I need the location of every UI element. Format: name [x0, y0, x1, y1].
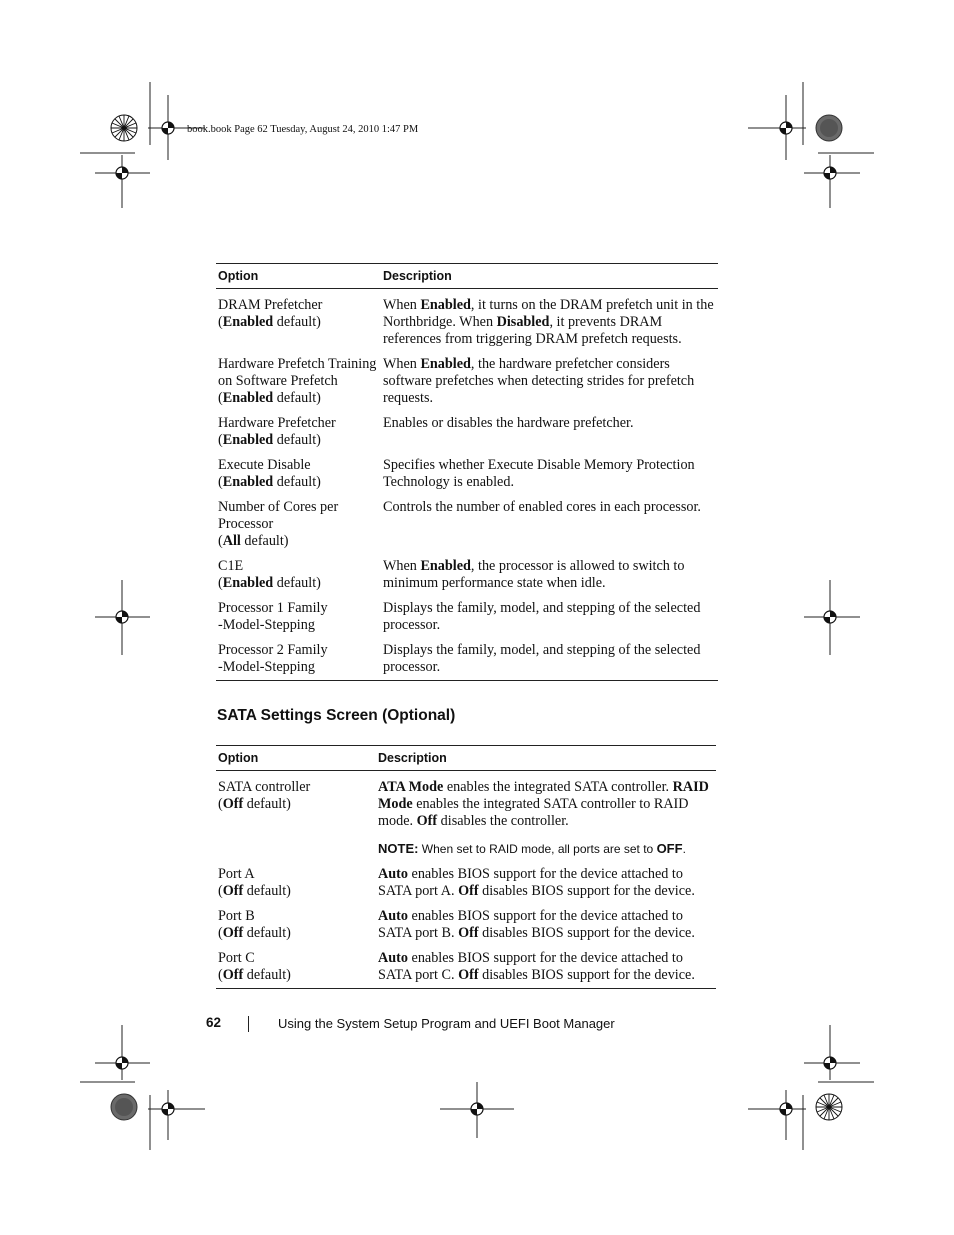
table-row — [216, 289, 718, 357]
description-cell — [381, 642, 718, 681]
section-title: SATA Settings Screen (Optional) — [217, 707, 456, 724]
text-run: disables BIOS support for the device. — [478, 925, 695, 941]
text-run: default) — [273, 432, 321, 448]
print-metadata: book.book Page 62 Tuesday, August 24, 2010 1:47 PM — [187, 124, 419, 135]
text-run: default) — [273, 314, 321, 330]
table-row — [216, 457, 718, 499]
text-run: default) — [273, 474, 321, 490]
option-cell — [216, 771, 376, 867]
text-run: Port B — [218, 908, 255, 924]
bold-text: Off — [416, 813, 438, 829]
bold-text: Enabled — [222, 314, 274, 330]
text-run: enables BIOS support for the device attached to SATA port C. — [378, 950, 683, 983]
text-run: , the processor is allowed to switch to minimum performance state when idle. — [383, 558, 685, 591]
bold-text: Auto — [378, 950, 408, 966]
option-cell — [216, 908, 376, 950]
text-run: ( — [218, 796, 223, 812]
text-run: default) — [243, 883, 291, 899]
bold-text: Off — [458, 967, 479, 983]
table-body — [216, 289, 718, 681]
text-run: enables the integrated SATA controller to RAID mode. — [378, 796, 689, 829]
option-cell — [216, 356, 381, 415]
table-row — [216, 558, 718, 600]
description-cell — [376, 771, 716, 867]
text-run: disables BIOS support for the device. — [478, 883, 695, 899]
text-run: ( — [218, 533, 223, 549]
table-header-row — [216, 264, 718, 289]
text-run: Hardware Prefetch Training on Software Prefetch — [218, 356, 377, 389]
option-cell — [216, 866, 376, 908]
text-run: , it prevents DRAM references from triggering DRAM prefetch requests. — [383, 314, 682, 347]
option-cell — [216, 499, 381, 558]
table-row — [216, 908, 716, 950]
text-run: Processor 2 Family — [218, 642, 328, 658]
processor-options-table — [216, 263, 718, 681]
table-body — [216, 771, 716, 989]
text-run: Displays the family, model, and stepping of the selected processor. — [383, 600, 701, 633]
text-run: Specifies whether Execute Disable Memory Protection Technology is enabled. — [383, 457, 695, 490]
note-text: When set to RAID mode, all ports are set to — [418, 842, 657, 856]
description-cell — [381, 457, 718, 499]
option-cell — [216, 558, 381, 600]
text-run: Hardware Prefetcher — [218, 415, 336, 431]
text-run: disables the controller. — [437, 813, 569, 829]
footer-divider — [248, 1016, 249, 1032]
text-run: , it turns on the DRAM prefetch unit in the Northbridge. When — [383, 297, 714, 330]
sata-options-table — [216, 745, 716, 989]
bold-text: Enabled — [222, 474, 274, 490]
table-row — [216, 499, 718, 558]
bold-text: Enabled — [420, 558, 471, 574]
bold-text: Enabled — [420, 356, 471, 372]
bold-text: Enabled — [222, 390, 274, 406]
text-run: Port C — [218, 950, 255, 966]
text-run: default) — [243, 796, 291, 812]
bold-text: Off — [458, 925, 479, 941]
text-run: ( — [218, 390, 223, 406]
bold-text: All — [222, 533, 241, 549]
table-row — [216, 642, 718, 681]
text-run: enables BIOS support for the device attached to SATA port B. — [378, 908, 683, 941]
table-row — [216, 415, 718, 457]
bold-text: Off — [222, 925, 244, 941]
bold-text: Enabled — [222, 432, 274, 448]
column-header-option: Option — [216, 264, 381, 289]
text-run: ( — [218, 883, 223, 899]
description-cell — [376, 866, 716, 908]
text-run: enables BIOS support for the device attached to SATA port A. — [378, 866, 683, 899]
text-run: default) — [243, 967, 291, 983]
bold-text: RAID Mode — [378, 779, 709, 812]
text-run: -Model-Stepping — [218, 617, 315, 633]
text-run: ( — [218, 314, 223, 330]
description-cell — [381, 600, 718, 642]
text-run: -Model-Stepping — [218, 659, 315, 675]
description-cell — [381, 415, 718, 457]
note-value: OFF — [656, 841, 683, 856]
note-end: . — [682, 842, 686, 856]
description-cell — [376, 908, 716, 950]
column-header-description: Description — [381, 264, 718, 289]
option-cell — [216, 642, 381, 681]
option-cell — [216, 600, 381, 642]
table-header-row — [216, 746, 716, 771]
bold-text: Auto — [378, 908, 408, 924]
text-run: Displays the family, model, and stepping of the selected processor. — [383, 642, 701, 675]
text-run: default) — [273, 390, 321, 406]
bold-text: Enabled — [222, 575, 274, 591]
text-run: DRAM Prefetcher — [218, 297, 323, 313]
text-run: When — [383, 297, 421, 313]
note-label: NOTE: — [378, 841, 419, 856]
text-run: Controls the number of enabled cores in each processor. — [383, 499, 701, 515]
text-run: Execute Disable — [218, 457, 311, 473]
text-run: default) — [240, 533, 289, 549]
option-cell — [216, 289, 381, 357]
text-run: enables the integrated SATA controller. — [443, 779, 673, 795]
text-run: default) — [273, 575, 321, 591]
description-cell — [376, 950, 716, 989]
text-run: ( — [218, 432, 223, 448]
text-run: ( — [218, 925, 223, 941]
description-cell — [381, 499, 718, 558]
bold-text: Off — [222, 796, 244, 812]
bold-text: Off — [458, 883, 479, 899]
text-run: Processor 1 Family — [218, 600, 328, 616]
note — [378, 840, 714, 858]
bold-text: Disabled — [496, 314, 550, 330]
text-run: Number of Cores per Processor — [218, 499, 339, 532]
running-footer: Using the System Setup Program and UEFI Boot Manager — [278, 1016, 615, 1031]
text-run: When — [383, 356, 421, 372]
text-run: ( — [218, 474, 223, 490]
bold-text: ATA Mode — [378, 779, 444, 795]
table-row — [216, 866, 716, 908]
bold-text: Auto — [378, 866, 408, 882]
column-header-option: Option — [216, 746, 376, 771]
text-run: disables BIOS support for the device. — [478, 967, 695, 983]
text-run: When — [383, 558, 421, 574]
table-row — [216, 600, 718, 642]
text-run: ( — [218, 575, 223, 591]
description-cell — [381, 289, 718, 357]
table-row — [216, 356, 718, 415]
table-row — [216, 771, 716, 867]
text-run: Enables or disables the hardware prefetcher. — [383, 415, 634, 431]
table-row — [216, 950, 716, 989]
description-cell — [381, 356, 718, 415]
text-run: , the hardware prefetcher considers software prefetches when detecting strides for prefetch requests. — [383, 356, 695, 406]
text-run: ( — [218, 967, 223, 983]
option-cell — [216, 415, 381, 457]
option-cell — [216, 950, 376, 989]
bold-text: Off — [222, 967, 244, 983]
option-cell — [216, 457, 381, 499]
column-header-description: Description — [376, 746, 716, 771]
text-run: Port A — [218, 866, 255, 882]
text-run: SATA controller — [218, 779, 311, 795]
text-run: default) — [243, 925, 291, 941]
page-number: 62 — [206, 1015, 222, 1030]
description-cell — [381, 558, 718, 600]
bold-text: Off — [222, 883, 244, 899]
bold-text: Enabled — [420, 297, 471, 313]
text-run: C1E — [218, 558, 244, 574]
